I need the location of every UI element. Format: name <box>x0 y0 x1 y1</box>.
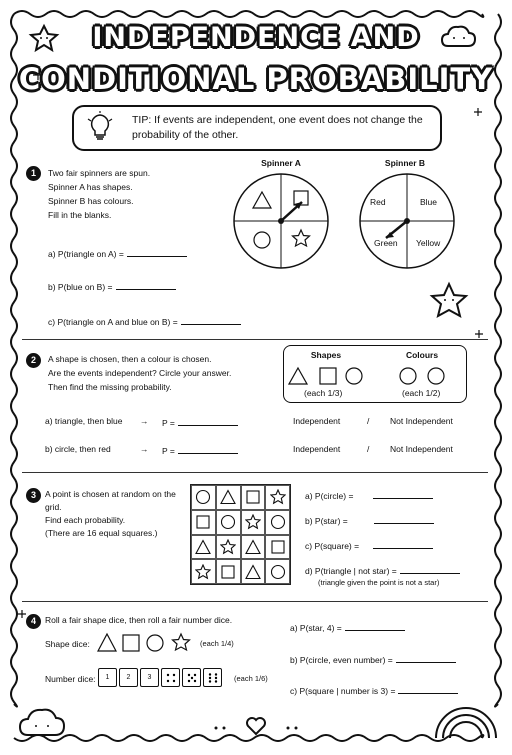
q3-part-d-label: d) P(triangle | not star) = <box>305 566 397 576</box>
shape-dice-label: Shape dice: <box>45 639 90 649</box>
q2-row-b-label: b) circle, then red <box>45 444 111 454</box>
sector-green: Green <box>374 238 398 248</box>
arrow-icon: → <box>140 444 149 454</box>
star-icon <box>216 535 241 560</box>
square-icon <box>216 559 241 584</box>
star-icon <box>241 510 266 535</box>
section-divider <box>22 339 488 340</box>
question-1-text <box>48 166 228 222</box>
spinner-b <box>358 172 456 270</box>
square-icon <box>241 485 266 510</box>
question-3-text <box>45 488 185 540</box>
q4-part-a <box>290 621 405 633</box>
question-4-number: 4 <box>26 614 41 629</box>
q2-row-a-label: a) triangle, then blue <box>45 416 123 426</box>
q2-row-a-opt1[interactable]: Independent <box>293 416 341 426</box>
p-label: P = <box>162 418 175 428</box>
q3-part-d <box>305 564 460 576</box>
smiling-star-icon <box>432 284 466 316</box>
shapes-header: Shapes <box>310 350 342 360</box>
q1-part-c <box>48 315 241 327</box>
answer-blank[interactable] <box>127 247 187 257</box>
shape-grid <box>190 484 291 585</box>
star-icon <box>191 559 216 584</box>
q3-part-a-label: a) P(circle) = <box>305 491 354 501</box>
answer-blank[interactable] <box>374 514 434 524</box>
triangle-icon <box>241 559 266 584</box>
q4-part-a-label: a) P(star, 4) = <box>290 623 342 633</box>
section-divider <box>22 601 488 602</box>
number-dice-label: Number dice: <box>45 674 96 684</box>
q1-part-b <box>48 280 176 292</box>
sector-red: Red <box>370 197 386 207</box>
square-icon <box>265 535 290 560</box>
answer-blank[interactable] <box>373 489 433 499</box>
q3-part-a <box>305 489 433 501</box>
answer-blank[interactable] <box>373 539 433 549</box>
star-icon <box>265 485 290 510</box>
answer-blank[interactable] <box>181 315 241 325</box>
answer-blank[interactable] <box>396 653 456 663</box>
q2-row-b-opt1[interactable]: Independent <box>293 444 341 454</box>
p-label: P = <box>162 446 175 456</box>
q1-part-a <box>48 247 187 259</box>
number-dice-face <box>182 668 201 687</box>
square-icon <box>191 510 216 535</box>
spinner-b-label: Spinner B <box>384 158 426 168</box>
answer-blank[interactable] <box>400 564 460 574</box>
q2-row-b-sep: / <box>367 444 370 454</box>
number-dice-face <box>203 668 222 687</box>
answer-blank[interactable] <box>345 621 405 631</box>
circle-icon <box>265 559 290 584</box>
number-dice-face <box>161 668 180 687</box>
q2-line: Then find the missing probability. <box>48 382 172 392</box>
sector-yellow: Yellow <box>416 238 441 248</box>
arrow-icon: → <box>140 416 149 426</box>
q4-part-c <box>290 684 458 696</box>
number-dice-face: 2 <box>119 668 138 687</box>
q2-row-a-p <box>162 416 238 428</box>
q3-note: (triangle given the point is not a star) <box>318 578 440 587</box>
q2-row-a-opt2[interactable]: Not Independent <box>390 416 453 426</box>
q2-row-a-sep: / <box>367 416 370 426</box>
colours-note: (each 1/2) <box>402 388 441 398</box>
options-box <box>283 345 467 403</box>
q3-line: (There are 16 equal squares.) <box>45 528 158 538</box>
q3-part-b-label: b) P(star) = <box>305 516 348 526</box>
answer-blank[interactable] <box>398 684 458 694</box>
triangle-icon <box>191 535 216 560</box>
shape-dice-note: (each 1/4) <box>200 639 234 648</box>
spinner-a-label: Spinner A <box>261 158 301 168</box>
lightbulb-icon <box>86 111 114 143</box>
circle-icon <box>265 510 290 535</box>
q2-row-b-opt2[interactable]: Not Independent <box>390 444 453 454</box>
q4-part-c-label: c) P(square | number is 3) = <box>290 686 396 696</box>
q3-line: A point is chosen at random on the grid. <box>45 489 176 512</box>
q1-part-c-label: c) P(triangle on A and blue on B) = <box>48 317 178 327</box>
question-2-number: 2 <box>26 353 41 368</box>
q3-part-c <box>305 539 433 551</box>
q1-line: Fill in the blanks. <box>48 210 112 220</box>
question-1-number: 1 <box>26 166 41 181</box>
q1-part-b-label: b) P(blue on B) = <box>48 282 113 292</box>
colour-options-icons <box>398 366 448 386</box>
spinner-a <box>232 172 330 270</box>
triangle-icon <box>216 485 241 510</box>
heart-icon <box>247 718 265 734</box>
q4-part-b <box>290 653 456 665</box>
number-dice-face: 1 <box>98 668 117 687</box>
tip-box <box>72 105 442 151</box>
cloud-bottom-icon <box>20 710 64 735</box>
q2-line: Are the events independent? Circle your answer. <box>48 368 232 378</box>
q3-line: Find each probability. <box>45 515 126 525</box>
q3-part-b <box>305 514 434 526</box>
answer-blank[interactable] <box>178 416 238 426</box>
shape-options-icons <box>288 366 368 386</box>
q2-row-b-p <box>162 444 238 456</box>
title-line-1: INDEPENDENCE AND <box>92 22 420 53</box>
triangle-icon <box>241 535 266 560</box>
q4-part-b-label: b) P(circle, even number) = <box>290 655 393 665</box>
number-dice-face: 3 <box>140 668 159 687</box>
answer-blank[interactable] <box>116 280 176 290</box>
number-dice-note: (each 1/6) <box>234 674 268 683</box>
q1-part-a-label: a) P(triangle on A) = <box>48 249 124 259</box>
sector-blue: Blue <box>420 197 438 207</box>
circle-icon <box>216 510 241 535</box>
question-3-number: 3 <box>26 488 41 503</box>
shape-dice-icons <box>97 632 193 654</box>
shapes-note: (each 1/3) <box>304 388 343 398</box>
title-line-2: CONDITIONAL PROBABILITY <box>18 62 494 96</box>
question-4-text: Roll a fair shape dice, then roll a fair number dice. <box>45 615 233 625</box>
q1-line: Two fair spinners are spun. <box>48 168 151 178</box>
question-2-text <box>48 352 278 394</box>
colours-header: Colours <box>405 350 439 360</box>
q2-line: A shape is chosen, then a colour is chosen. <box>48 354 212 364</box>
circle-icon <box>191 485 216 510</box>
number-dice-row <box>98 668 224 687</box>
section-divider <box>22 472 488 473</box>
q1-line: Spinner B has colours. <box>48 196 134 206</box>
rainbow-icon <box>436 708 496 738</box>
q3-part-c-label: c) P(square) = <box>305 541 360 551</box>
tip-text: TIP: If events are independent, one event does not change the probability of the other. <box>132 114 423 141</box>
q1-line: Spinner A has shapes. <box>48 182 133 192</box>
answer-blank[interactable] <box>178 444 238 454</box>
